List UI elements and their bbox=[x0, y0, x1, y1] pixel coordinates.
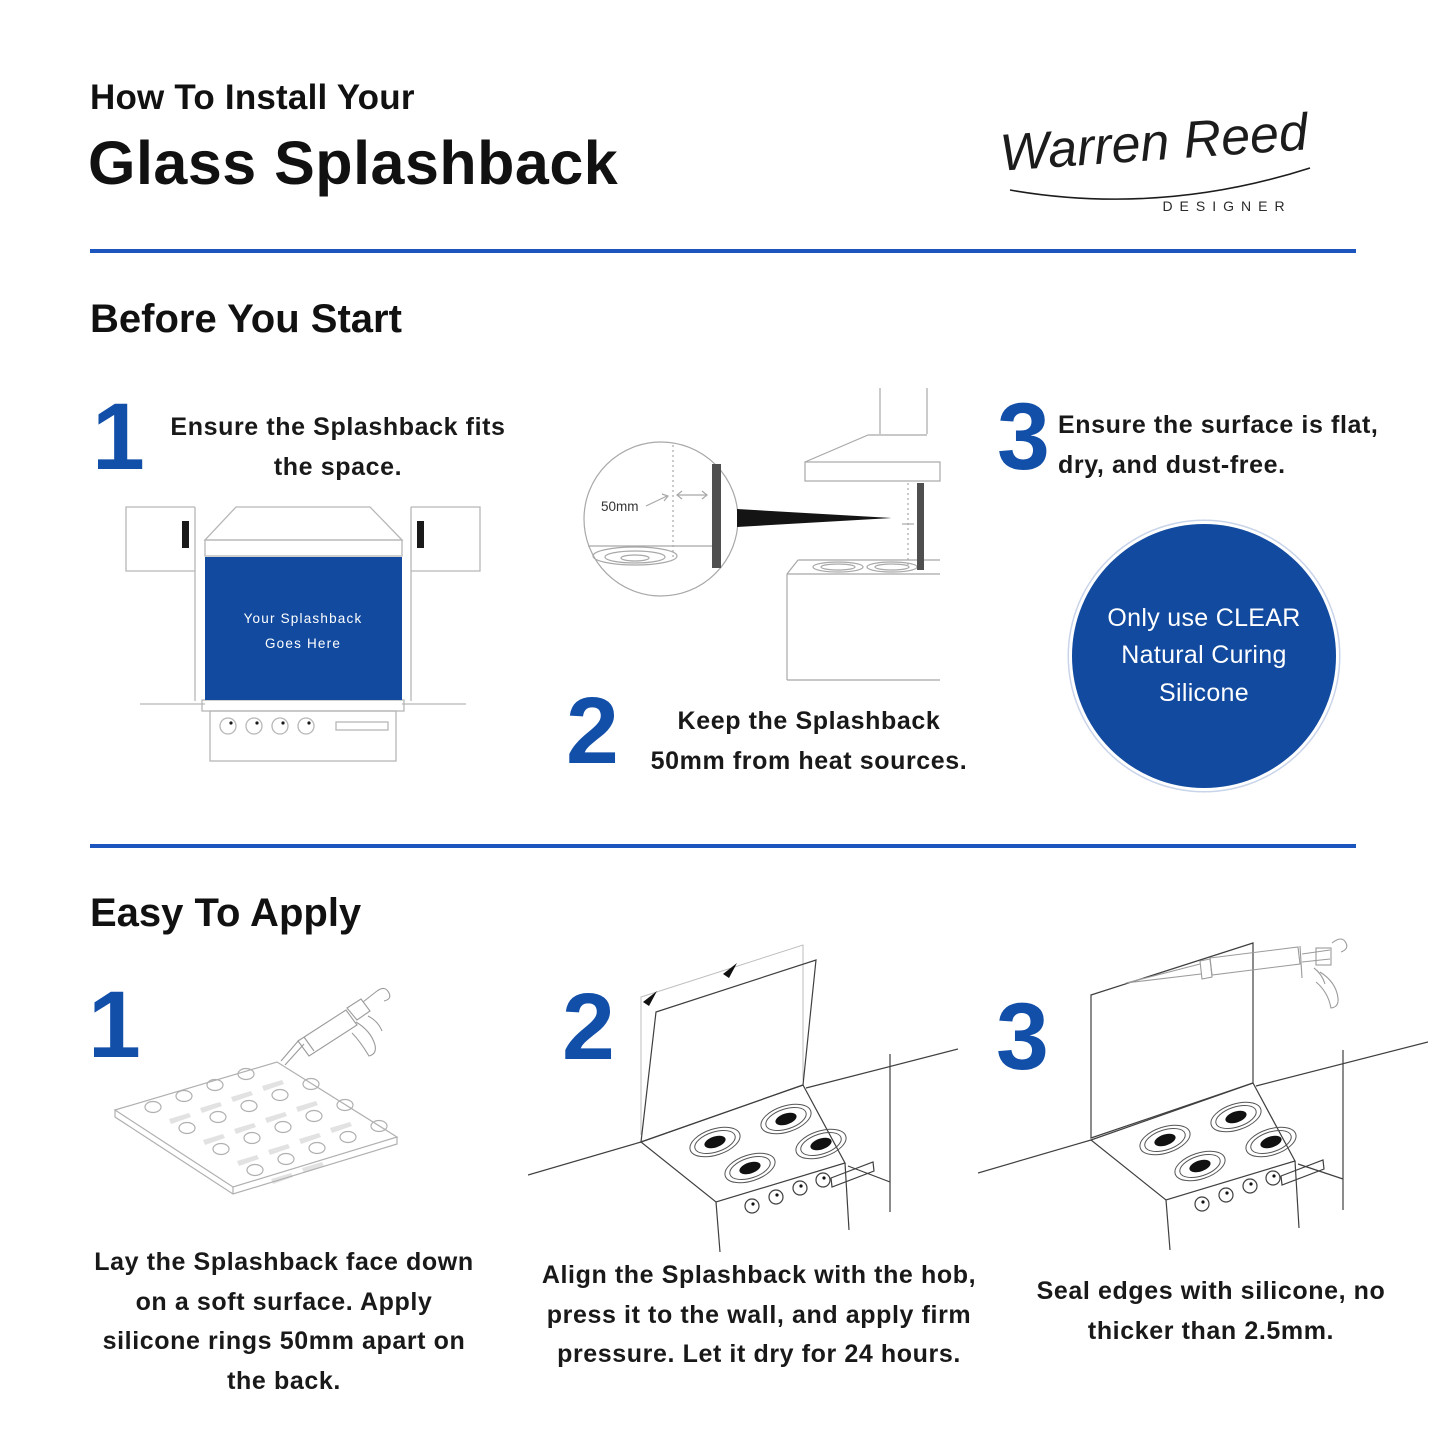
label-pointer bbox=[646, 496, 667, 506]
seal-edges-illustration bbox=[978, 928, 1428, 1258]
align-splashback-illustration bbox=[528, 930, 958, 1260]
before-step2-text: Keep the Splashback 50mm from heat sources. bbox=[650, 707, 968, 775]
before-step1-text: Ensure the Splashback fits the space. bbox=[170, 413, 506, 481]
knob-dot bbox=[255, 721, 258, 724]
hood-canopy-slant bbox=[805, 435, 868, 462]
scene-burner-inner bbox=[821, 564, 855, 570]
apply-step1-number: 1 bbox=[88, 972, 139, 1078]
adhesive-dashes bbox=[169, 1080, 352, 1184]
brand-logo bbox=[975, 68, 1345, 233]
cooker-knob bbox=[298, 718, 314, 734]
hob-knob bbox=[793, 1181, 807, 1195]
cooker-display bbox=[336, 722, 388, 730]
splashback-thickness bbox=[115, 1110, 397, 1194]
brand-subtitle: DESIGNER bbox=[1162, 198, 1292, 214]
hob-knob bbox=[1243, 1179, 1257, 1193]
hob-knob bbox=[1195, 1197, 1209, 1211]
knob-dot bbox=[775, 1193, 778, 1196]
divider-middle bbox=[90, 844, 1356, 848]
burners bbox=[686, 1099, 849, 1189]
knob-dot bbox=[1272, 1174, 1275, 1177]
section-heading-apply: Easy To Apply bbox=[90, 891, 362, 935]
brand-script-name: Warren Reed bbox=[998, 103, 1310, 183]
hob-top-slant bbox=[787, 560, 798, 574]
divider-top bbox=[90, 249, 1356, 253]
counter-edge-right bbox=[1256, 1042, 1428, 1086]
knob-dot bbox=[822, 1176, 825, 1179]
cooker-knob bbox=[220, 718, 236, 734]
before-step2-number: 2 bbox=[566, 678, 617, 784]
scene-burner-inner bbox=[875, 564, 909, 570]
magnifier-pointer-wedge bbox=[737, 509, 892, 527]
knob-dot bbox=[1249, 1182, 1252, 1185]
before-step3-text: Ensure the surface is flat, dry, and dust-free. bbox=[1058, 411, 1379, 479]
knob-dot bbox=[307, 721, 310, 724]
silicone-badge-line1: Only use CLEAR bbox=[1107, 603, 1301, 632]
before-step1-number: 1 bbox=[92, 384, 143, 490]
hob-front-left-edge bbox=[716, 1202, 720, 1252]
brand-logo-graphic bbox=[975, 68, 1345, 233]
splashback-label-line2: Goes Here bbox=[264, 636, 342, 651]
heat-gap-illustration bbox=[540, 388, 970, 698]
hob-knob bbox=[745, 1199, 759, 1213]
cooker-knob bbox=[272, 718, 288, 734]
apply-step3-number: 3 bbox=[996, 984, 1047, 1090]
splashback-face-down bbox=[115, 1062, 397, 1187]
hood-canopy-band bbox=[805, 462, 940, 481]
cabinet-handle-right bbox=[417, 521, 424, 548]
before-step3-number: 3 bbox=[997, 384, 1048, 490]
cooker-hood-band bbox=[205, 540, 402, 556]
press-arrow bbox=[643, 991, 657, 1006]
knob-dot bbox=[751, 1202, 754, 1205]
apply-step2-number: 2 bbox=[562, 974, 613, 1080]
silicone-badge-line3: Silicone bbox=[1159, 678, 1249, 707]
apply-step2-text: Align the Splashback with the hob, press it to the wall, and apply firm pressure. Let it dry for 24 hours. bbox=[541, 1261, 977, 1368]
burners bbox=[1136, 1097, 1299, 1187]
splashback-edge-scene bbox=[917, 483, 924, 570]
hob-front-left-edge bbox=[1166, 1200, 1170, 1250]
section-heading-before: Before You Start bbox=[90, 297, 402, 341]
hob-knob bbox=[816, 1173, 830, 1187]
apply-step1-text: Lay the Splashback face down on a soft surface. Apply silicone rings 50mm apart on the back. bbox=[94, 1248, 474, 1395]
splashback-edge-zoomed bbox=[712, 464, 721, 568]
apply-step3-text: Seal edges with silicone, no thicker than 2.5mm. bbox=[1036, 1277, 1386, 1345]
splashback-panel-blue bbox=[205, 557, 402, 700]
cooker-knob bbox=[246, 718, 262, 734]
wall-position-ghost bbox=[641, 945, 803, 1135]
knob-dot bbox=[1201, 1200, 1204, 1203]
counter-edge-left bbox=[528, 1142, 641, 1175]
page-title-line2: Glass Splashback bbox=[88, 129, 619, 197]
knob-dot bbox=[1225, 1191, 1228, 1194]
knob-dot bbox=[229, 721, 232, 724]
counter-edge-left bbox=[978, 1140, 1091, 1173]
splashback-label-line1: Your Splashback bbox=[243, 611, 363, 626]
hob-knob bbox=[769, 1190, 783, 1204]
knob-dot bbox=[281, 721, 284, 724]
page-title-line1: How To Install Your bbox=[90, 78, 415, 117]
burner-center-ring bbox=[621, 555, 649, 561]
hob-knob bbox=[1219, 1188, 1233, 1202]
measurement-label: 50mm bbox=[601, 499, 639, 514]
splashback-fit-illustration bbox=[118, 483, 518, 783]
cabinet-handle-left bbox=[182, 521, 189, 548]
cooker-top-strip bbox=[202, 700, 404, 711]
caulk-gun bbox=[281, 988, 390, 1065]
cooker-hood-canopy bbox=[205, 507, 402, 540]
silicone-badge-line2: Natural Curing bbox=[1121, 641, 1287, 670]
silicone-rings-illustration bbox=[85, 972, 505, 1243]
counter-edge-right bbox=[806, 1049, 958, 1088]
hob-knob bbox=[1266, 1171, 1280, 1185]
counter-front-right bbox=[848, 1166, 890, 1182]
silicone-badge bbox=[1072, 524, 1336, 788]
knob-dot bbox=[799, 1184, 802, 1187]
